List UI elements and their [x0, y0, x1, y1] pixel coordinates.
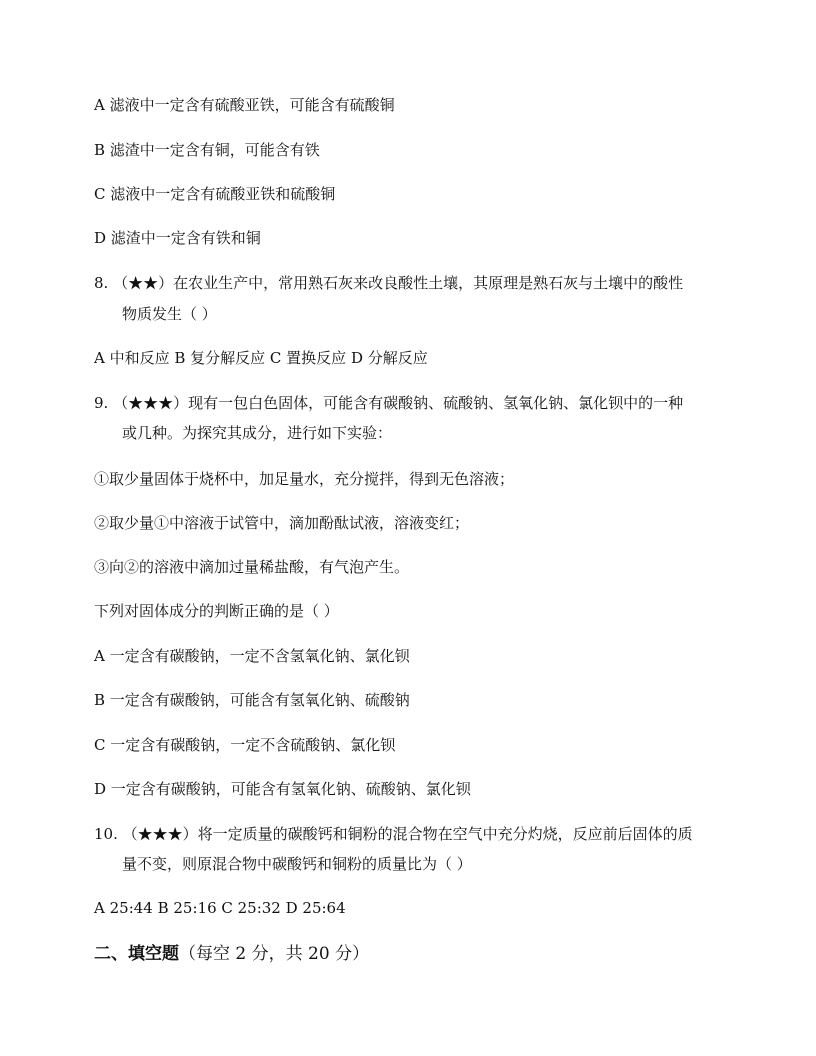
q8-stem: 8. （★★）在农业生产中，常用熟石灰来改良酸性土壤，其原理是熟石灰与土壤中的酸性 — [94, 274, 684, 292]
q9-question: 下列对固体成分的判断正确的是（ ） — [94, 602, 339, 620]
section-title: 二、填空题 — [94, 944, 179, 964]
q7-option-d: D 滤渣中一定含有铁和铜 — [94, 229, 261, 247]
q9-step-1: ①取少量固体于烧杯中，加足量水，充分搅拌，得到无色溶液； — [94, 470, 515, 488]
q9-stem: 9. （★★★）现有一包白色固体，可能含有碳酸钠、硫酸钠、氢氧化钠、氯化钡中的一种 — [94, 394, 684, 412]
q9-step-3: ③向②的溶液中滴加过量稀盐酸，有气泡产生。 — [94, 558, 410, 576]
q8-stem-cont: 物质发生（ ） — [122, 305, 217, 323]
q9-option-b: B 一定含有碳酸钠，可能含有氢氧化钠、硫酸钠 — [94, 691, 410, 709]
section-note: （每空 2 分，共 20 分） — [179, 944, 370, 964]
q10-stem: 10. （★★★）将一定质量的碳酸钙和铜粉的混合物在空气中充分灼烧，反应前后固体的质 — [94, 825, 693, 843]
section-heading — [94, 943, 369, 965]
q10-stem-cont: 量不变，则原混合物中碳酸钙和铜粉的质量比为（ ） — [122, 855, 472, 873]
q9-option-c: C 一定含有碳酸钠，一定不含硫酸钠、氯化钡 — [94, 736, 396, 754]
q9-option-a: A 一定含有碳酸钠，一定不含氢氧化钠、氯化钡 — [94, 647, 410, 665]
q9-option-d: D 一定含有碳酸钠，可能含有氢氧化钠、硫酸钠、氯化钡 — [94, 780, 471, 798]
q7-option-b: B 滤渣中一定含有铜，可能含有铁 — [94, 141, 320, 159]
q7-option-c: C 滤液中一定含有硫酸亚铁和硫酸铜 — [94, 185, 336, 203]
q7-option-a: A 滤液中一定含有硫酸亚铁，可能含有硫酸铜 — [94, 96, 395, 114]
q8-options: A 中和反应 B 复分解反应 C 置换反应 D 分解反应 — [94, 349, 428, 367]
q9-stem-cont: 或几种。为探究其成分，进行如下实验： — [122, 424, 393, 442]
q10-options: A 25:44 B 25:16 C 25:32 D 25:64 — [94, 899, 346, 917]
q9-step-2: ②取少量①中溶液于试管中，滴加酚酞试液，溶液变红； — [94, 514, 470, 532]
